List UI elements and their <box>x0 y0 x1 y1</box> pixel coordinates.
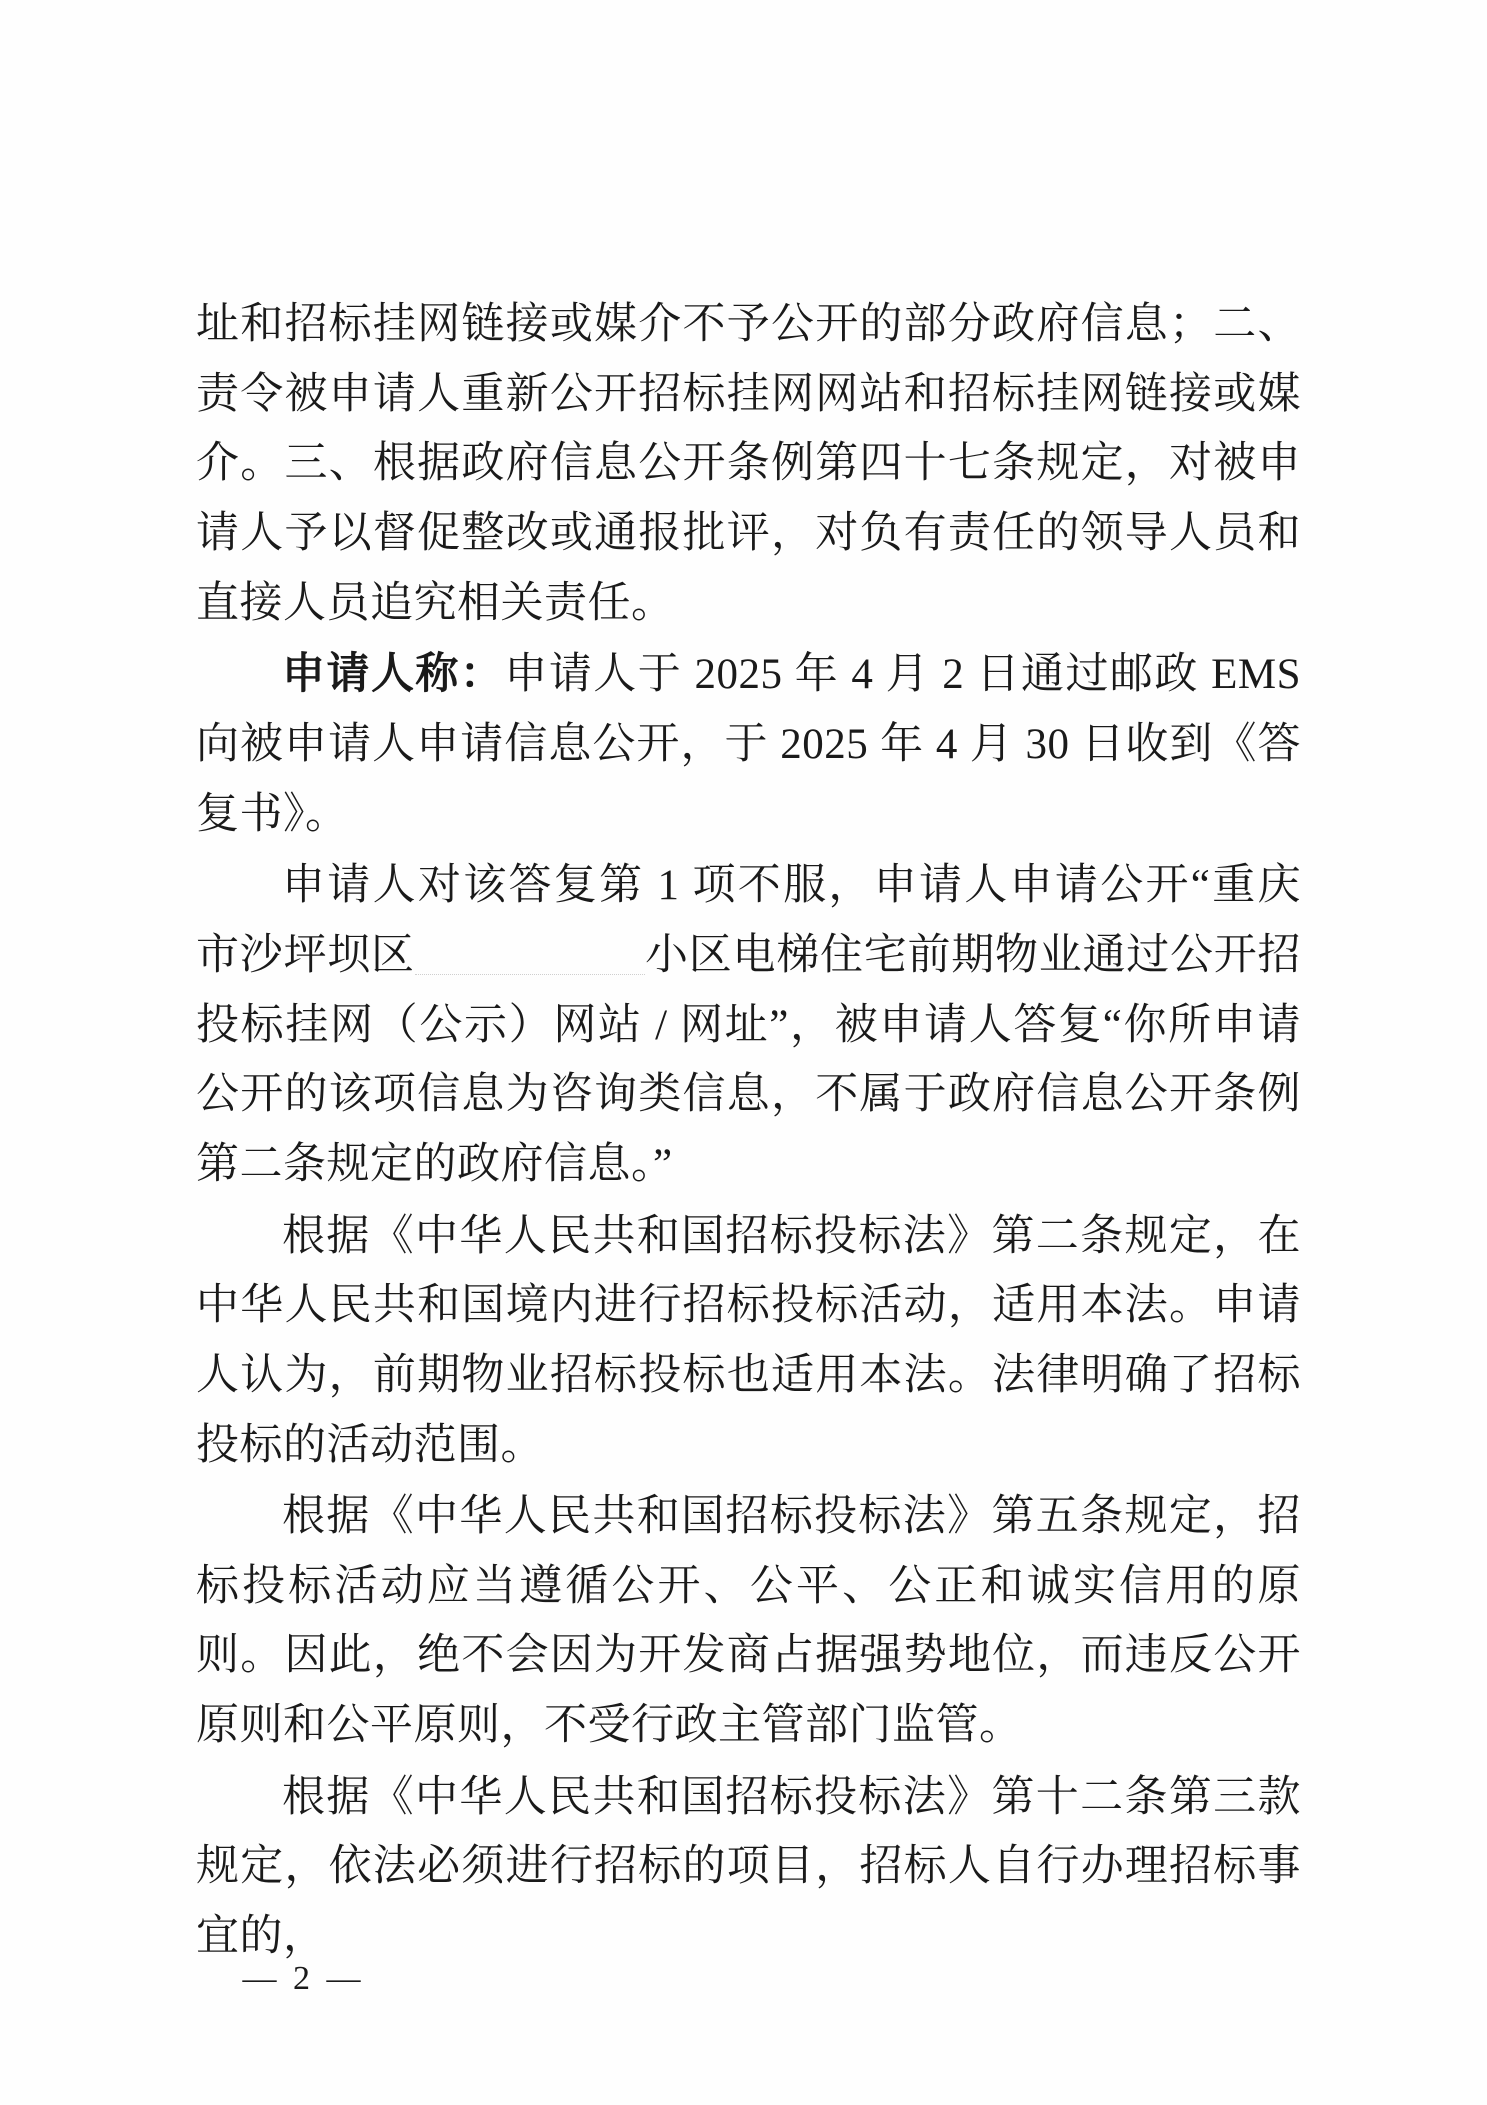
applicant-claim-text: 申请人于 2025 年 4 月 2 日通过邮政 EMS 向被申请人申请信息公开，于 2025 年 4 月 30 日收到《答复书》。 <box>196 651 1301 838</box>
paragraph-1: 址和招标挂网链接或媒介不予公开的部分政府信息；二、责令被申请人重新公开招标挂网网站和招标挂网链接或媒介。三、根据政府信息公开条例第四十七条规定，对被申请人予以督促整改或通报批评，对负有责任的领导人员和直接人员追究相关责任。 <box>196 301 1301 627</box>
document-body <box>196 290 1301 1974</box>
paragraph-3 <box>196 851 1301 1199</box>
paragraph-3-before: 申请人对该答复第 1 项不服，申请人申请公开“重庆市沙坪坝区 <box>196 862 1301 979</box>
page-number: — 2 — <box>242 1960 365 1997</box>
paragraph-5: 根据《中华人民共和国招标投标法》第五条规定，招标投标活动应当遵循公开、公平、公正和诚实信用的原则。因此，绝不会因为开发商占据强势地位，而违反公开原则和公平原则，不受行政主管部门监管。 <box>196 1493 1301 1750</box>
page-footer <box>0 1960 1487 1998</box>
paragraph-4: 根据《中华人民共和国招标投标法》第二条规定，在中华人民共和国境内进行招标投标活动，适用本法。申请人认为，前期物业招标投标也适用本法。法律明确了招标投标的活动范围。 <box>196 1212 1301 1469</box>
applicant-claim-label: 申请人称： <box>282 651 505 699</box>
paragraph-6: 根据《中华人民共和国招标投标法》第十二条第三款规定，依法必须进行招标的项目，招标人自行办理招标事宜的， <box>196 1773 1301 1961</box>
redacted-block <box>415 944 645 975</box>
paragraph-3-after: 小区电梯住宅前期物业通过公开招投标挂网（公示）网站 / 网址”，被申请人答复“你所申请公开的该项信息为咨询类信息，不属于政府信息公开条例第二条规定的政府信息。” <box>196 931 1301 1188</box>
paragraph-2 <box>196 640 1301 849</box>
